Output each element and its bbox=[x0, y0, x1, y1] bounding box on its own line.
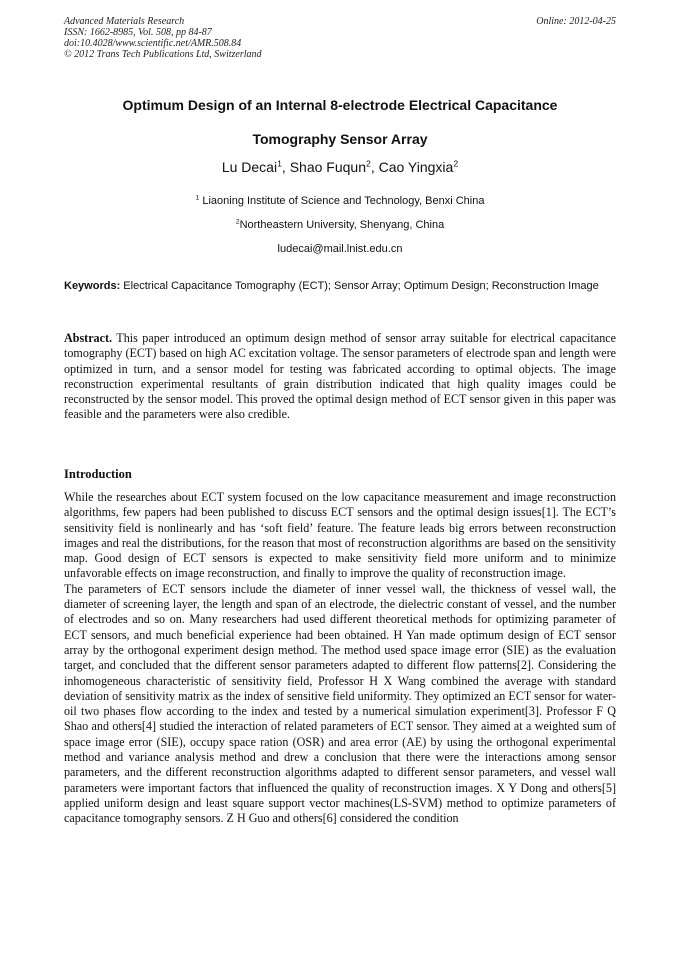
section-heading-introduction: Introduction bbox=[64, 467, 132, 481]
keywords-text: Electrical Capacitance Tomography (ECT); Sensor Array; Optimum Design; Reconstruction Image bbox=[120, 280, 599, 292]
affiliation-2 bbox=[64, 218, 616, 232]
affiliation-mark: 1 bbox=[195, 194, 200, 202]
keywords-block bbox=[64, 279, 616, 294]
author-name: Lu Decai bbox=[221, 159, 278, 175]
author-name: Shao Fuqun bbox=[289, 159, 366, 175]
doi-line: doi:10.4028/www.scientific.net/AMR.508.84 bbox=[64, 38, 242, 49]
affiliation-text: Northeastern University, Shenyang, China bbox=[239, 219, 445, 231]
keywords-label: Keywords: bbox=[64, 280, 121, 292]
author-separator: , bbox=[281, 159, 290, 175]
author-affil-mark: 1 bbox=[277, 158, 282, 169]
paragraph: While the researches about ECT system focused on the low capacitance measurement and image reconstruction algorithms, few papers had been published to discuss ECT sensors and the optimal design issues[1]. The ECT’s sensitivity field is nonlinearly and has ‘soft field’ feature. The feature leads big errors between reconstruction images and real the distributions, for the reason that most of reconstruction algorithms are based on the sensitivity map. Good design of ECT sensors is expected to make sensitivity field more uniform and to minimize unfavorable effects on image reconstruction, and finally to improve the quality of reconstruction image. bbox=[64, 490, 616, 581]
issn-line: ISSN: 1662-8985, Vol. 508, pp 84-87 bbox=[64, 27, 212, 38]
affiliation-mark: 2 bbox=[235, 218, 240, 226]
paragraph: The parameters of ECT sensors include the diameter of inner vessel wall, the thickness of vessel wall, the diameter of screening layer, the length and span of an electrode, the dielectric constant of vessel, and the number of electrodes and so on. Many researchers had used different theoretical methods for optimizing parameter of ECT sensors, and much beneficial experience had been obtained. H Yan made optimum design of ECT sensor array by the orthogonal experiment design method. The method used space image error (SIE) as the evaluation target, and concluded that the different sensor parameters adapted to different flow patterns[2]. Considering the inhomogeneous characteristic of sensitivity field, Professor H X Wang combined the average with standard deviation of sensitivity matrix as the index of sensitive field uniformity. They optimized an ECT sensor for water-oil two phases flow according to the index and tested by a numerical simulation experiment[3]. Professor F Q Shao and others[4] studied the interaction of related parameters of ECT sensor. They aimed at a weighted sum of space image error (SIE), occupy space ration (OSR) and area error (AE) by using the orthogonal experimental method and variance analysis method and drew a conclusion that there were the interactions among sensor parameters, and the different reconstruction algorithms adapted to different sensor parameters, and vessel wall parameters were important factors that influenced the quality of reconstruction images. X Y Dong and others[5] applied uniform design and least square support vector machines(LS-SVM) method to optimize parameters of capacitance tomography sensors. Z H Guo and others[6] considered the condition bbox=[64, 581, 616, 826]
affiliation-1 bbox=[64, 194, 616, 208]
online-date: Online: 2012-04-25 bbox=[536, 16, 616, 27]
paper-title bbox=[64, 88, 616, 156]
journal-header bbox=[64, 16, 616, 60]
author-email: ludecai@mail.lnist.edu.cn bbox=[277, 243, 403, 255]
abstract-label: Abstract. bbox=[64, 331, 113, 345]
author-affil-mark: 2 bbox=[453, 158, 459, 169]
introduction-body bbox=[64, 490, 616, 827]
title-line-2: Tomography Sensor Array bbox=[252, 131, 428, 147]
title-line-1: Optimum Design of an Internal 8-electrode Electrical Capacitance bbox=[122, 97, 558, 113]
author-affil-mark: 2 bbox=[366, 158, 371, 169]
journal-name: Advanced Materials Research bbox=[64, 16, 185, 27]
affiliation-text: Liaoning Institute of Science and Technology, Benxi China bbox=[199, 195, 485, 207]
abstract-text: This paper introduced an optimum design method of sensor array suitable for electrical capacitance tomography (ECT) based on high AC excitation voltage. The sensor parameters of electrode span and length were optimized in turn, and a sensor model for testing was fabricated according to optimal objects. The image reconstruction experimental resultants of grain distribution indicated that high quality images could be reconstructed by the sensor model. This proved the optimal design method of ECT sensor given in this paper was feasible and the parameters were also credible. bbox=[64, 331, 616, 422]
abstract-block bbox=[64, 331, 616, 423]
author-separator: , bbox=[370, 159, 379, 175]
author-name: Cao Yingxia bbox=[378, 159, 454, 175]
author-list bbox=[64, 157, 616, 177]
copyright-line: © 2012 Trans Tech Publications Ltd, Switzerland bbox=[64, 49, 262, 60]
